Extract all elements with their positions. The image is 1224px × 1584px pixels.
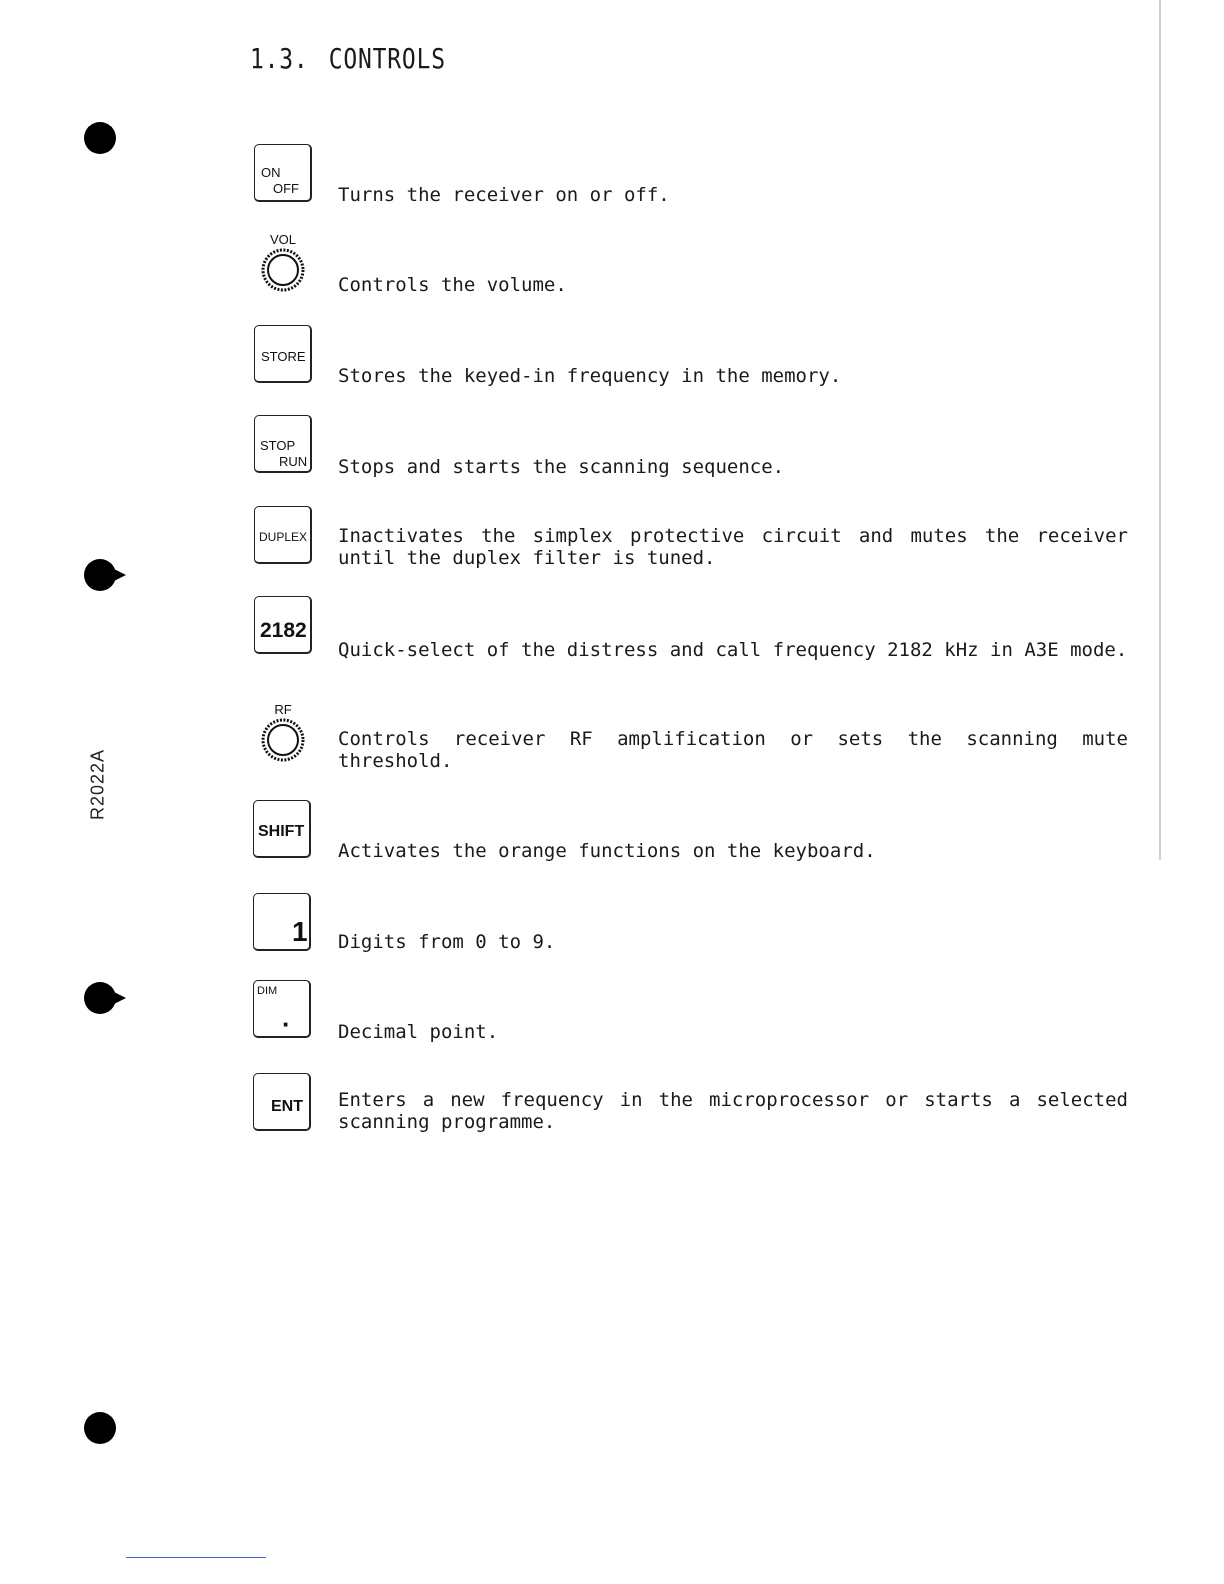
key-label-bottom: · [282,1009,291,1039]
key-label-bottom: OFF [273,181,299,196]
knob-icon [260,247,306,293]
knob-icon [260,717,306,763]
control-description-line-1: Controls receiver RF amplification or sets the scanning mute [338,728,1128,750]
key-label: 1 [292,916,308,947]
control-description: Stops and starts the scanning sequence. [338,456,785,478]
key-label: ENT [271,1098,303,1115]
section-heading [250,42,446,75]
bottom-rule [126,1557,266,1558]
control-description-line-1: Enters a new frequency in the microprocessor or starts a selected [338,1089,1128,1111]
key-label-top: ON [261,165,281,180]
section-number: 1.3. [250,42,309,75]
control-description: Activates the orange functions on the keyboard. [338,840,876,862]
binder-hole-icon [84,982,116,1014]
store-key-icon [254,325,312,383]
control-description-line-2: threshold. [338,750,453,772]
ent-key-icon [253,1073,311,1131]
control-description: Controls the volume. [338,274,567,296]
key-label-bottom: RUN [279,454,308,469]
key-label-top: DIM [257,985,278,997]
control-description-line-2: until the duplex filter is tuned. [338,547,716,569]
control-description: Stores the keyed-in frequency in the memory. [338,365,842,387]
rf-knob [258,702,308,767]
control-description: Turns the receiver on or off. [338,184,670,206]
control-description-line-1: Inactivates the simplex protective circuit and mutes the receiver [338,525,1128,547]
binder-hole-icon [84,122,116,154]
control-description: Decimal point. [338,1021,499,1043]
control-description-line-2: scanning programme. [338,1111,556,1133]
section-title: CONTROLS [328,42,446,75]
key-label: 2182 [260,619,307,642]
control-description: Digits from 0 to 9. [338,931,556,953]
key-label: STORE [261,349,306,364]
key-label: SHIFT [258,823,305,840]
key-label-top: STOP [260,438,296,453]
2182-key-icon [254,596,312,654]
knob-label: RF [274,702,292,717]
duplex-key-icon [254,506,312,564]
on-off-key-icon [254,144,312,202]
vol-knob [258,232,308,297]
binder-hole-icon [84,559,116,591]
knob-label: VOL [269,232,296,247]
document-code: R2022A [87,748,108,821]
margin-line [1159,0,1161,860]
control-description: Quick-select of the distress and call frequency 2182 kHz in A3E mode. [338,639,1128,661]
stop-run-key-icon [254,415,312,473]
key-label: DUPLEX [259,530,308,544]
digit-key-icon [253,893,311,951]
decimal-key-icon [253,980,311,1038]
shift-key-icon [253,800,311,858]
binder-hole-icon [84,1412,116,1444]
